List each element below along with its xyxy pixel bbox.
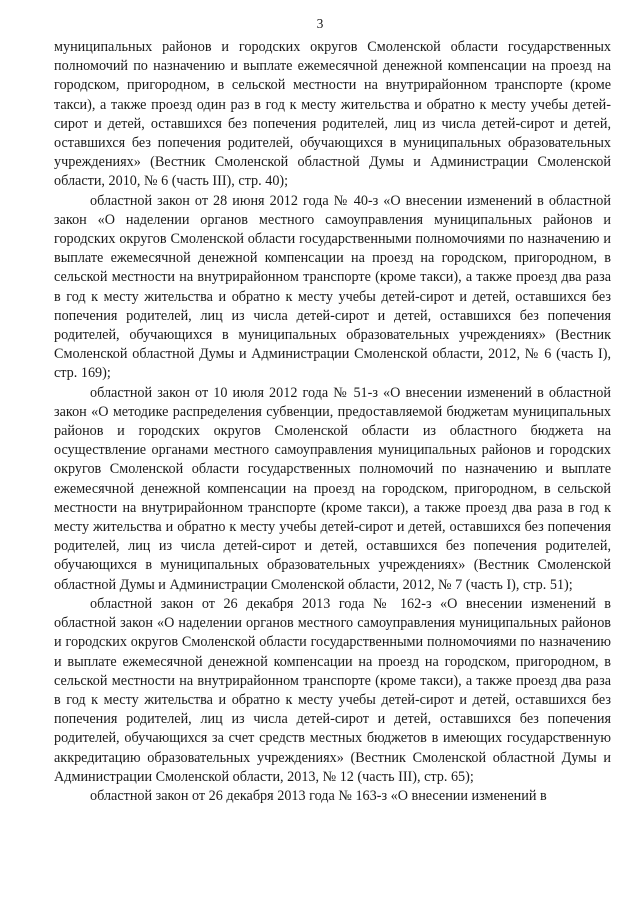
paragraph-law-51z: областной закон от 10 июля 2012 года № 51-з «О внесении изменений в областной закон «О методике распределения субвенции, предоставляемой бюджетам муниципальных районов и городских округов Смоленской области из областного бюджета на осуществление органами местного самоуправления муниципальных районов и городских округов Смоленской области государственных полномочий по назначению и выплате ежемесячной денежной компенсации на проезд на городском, пригородном, в сельской местности на внутрирайонном транспорте (кроме такси), а также проезд два раза в год к месту жительства и обратно к месту учебы детей-сирот и детей, оставшихся без попечения родителей, лиц из числа детей-сирот и детей, оставшихся без попечения родителей, обучающихся в муниципальных образовательных учреждениях» (Вестник Смоленской областной Думы и Администрации Смоленской области, 2012, № 7 (часть I), стр. 51); [54,384,611,593]
paragraph-law-163z: областной закон от 26 декабря 2013 года № 163-з «О внесении изменений в [90,787,547,804]
document-body [54,38,611,806]
paragraph-continuation: муниципальных районов и городских округов Смоленской области государственных полномочий по назначению и выплате ежемесячной денежной компенсации на проезд на городском, пригородном, в сельской местности на внутрирайонном транспорте (кроме такси), а также проезд один раз в год к месту жительства и обратно к месту учебы детей-сирот и детей, оставшихся без попечения родителей, лиц из числа детей-сирот и детей, оставшихся без попечения родителей, обучающихся в муниципальных образовательных учреждениях» (Вестник Смоленской областной Думы и Администрации Смоленской области, 2010, № 6 (часть III), стр. 40); [54,39,611,190]
paragraph-law-40z: областной закон от 28 июня 2012 года № 40-з «О внесении изменений в областной закон «О наделении органов местного самоуправления муниципальных районов и городских округов Смоленской области государственными полномочиями по назначению и выплате ежемесячной денежной компенсации на проезд на городском, пригородном, в сельской местности на внутрирайонном транспорте (кроме такси), а также проезд два раза в год к месту жительства и обратно к месту учебы детей-сирот и детей, оставшихся без попечения родителей, лиц из числа детей-сирот и детей, оставшихся без попечения родителей, обучающихся в муниципальных образовательных учреждениях» (Вестник Смоленской областной Думы и Администрации Смоленской области, 2012, № 6 (часть I), стр. 169); [54,192,611,382]
page-number: 3 [316,16,324,31]
paragraph-law-162z: областной закон от 26 декабря 2013 года № 162-з «О внесении изменений в областной закон «О наделении органов местного самоуправления муниципальных районов и городских округов Смоленской области государственными полномочиями по назначению и выплате ежемесячной денежной компенсации на проезд на городском, пригородном, в сельской местности на внутрирайонном транспорте (кроме такси), а также проезд два раза в год к месту жительства и обратно к месту учебы детей-сирот и детей, оставшихся без попечения родителей, лиц из числа детей-сирот и детей, оставшихся без попечения родителей, обучающихся за счет средств местных бюджетов в имеющих государственную аккредитацию образовательных учреждениях» (Вестник Смоленской областной Думы и Администрации Смоленской области, 2013, № 12 (часть III), стр. 65); [54,595,611,785]
